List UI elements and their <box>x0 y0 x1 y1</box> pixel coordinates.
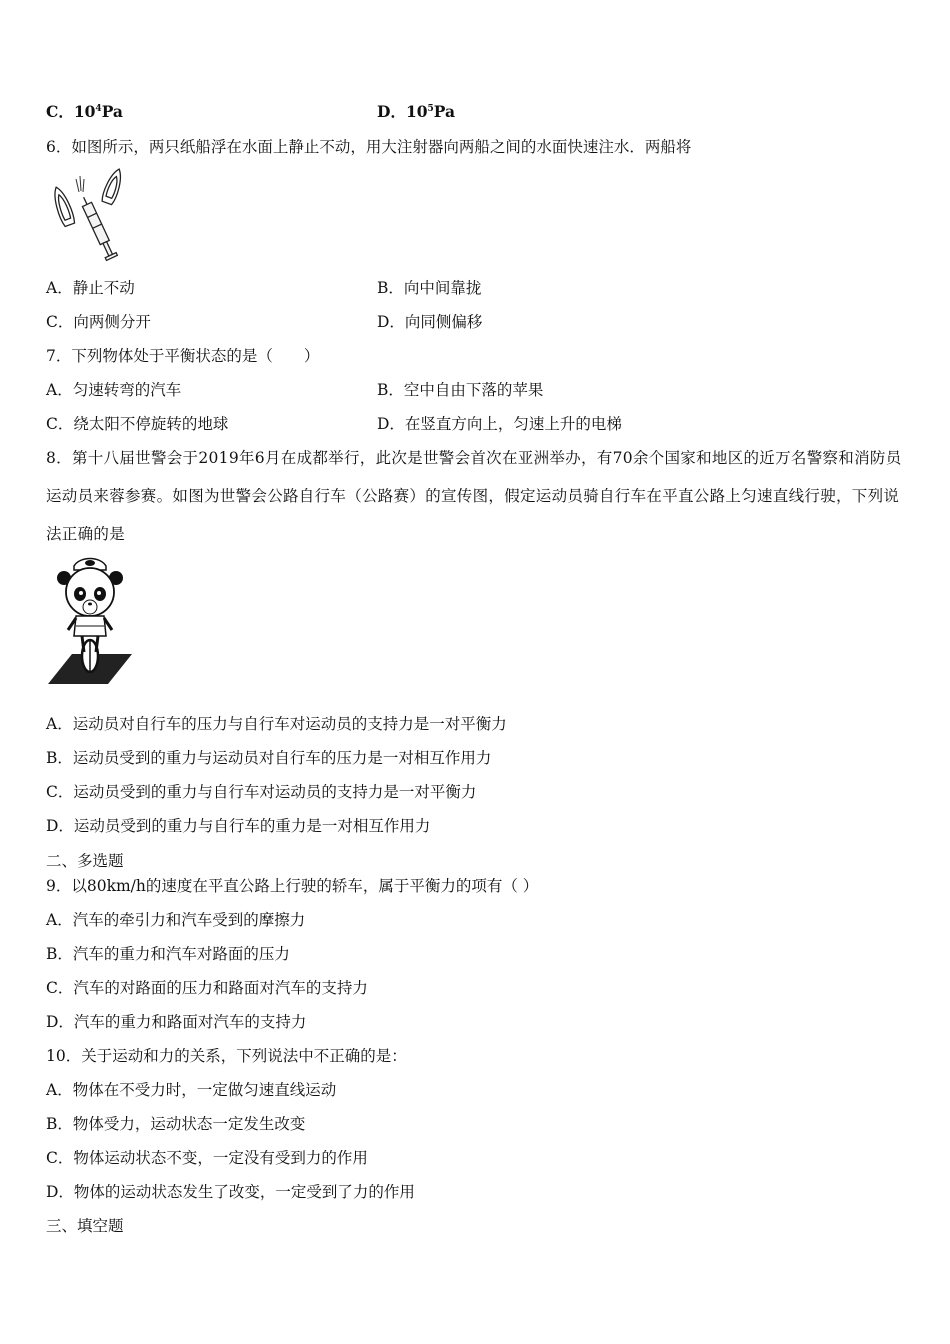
q7-option-d: D．在竖直方向上，匀速上升的电梯 <box>377 415 622 433</box>
q9-option-b: B．汽车的重力和汽车对路面的压力 <box>46 945 290 963</box>
q8-option-c: C．运动员受到的重力与自行车对运动员的支持力是一对平衡力 <box>46 783 477 801</box>
q10-option-a: A．物体在不受力时，一定做匀速直线运动 <box>46 1081 337 1099</box>
q8-figure-panda-cyclist <box>46 556 132 690</box>
q9-stem: 9．以80km/h的速度在平直公路上行驶的轿车，属于平衡力的项有（ ） <box>46 877 539 895</box>
q5-option-d: D．$10^5Pa$ <box>377 102 456 121</box>
q6-option-d: D．向同侧偏移 <box>377 313 483 331</box>
q10-stem: 10．关于运动和力的关系，下列说法中不正确的是： <box>46 1047 407 1065</box>
q7-stem: 7．下列物体处于平衡状态的是（ ） <box>46 347 320 365</box>
q10-option-c: C．物体运动状态不变，一定没有受到力的作用 <box>46 1149 368 1167</box>
q8-option-a: A．运动员对自行车的压力与自行车对运动员的支持力是一对平衡力 <box>46 715 507 733</box>
q7-option-c: C．绕太阳不停旋转的地球 <box>46 415 229 433</box>
section-heading-fill-in: 三、填空题 <box>46 1217 124 1235</box>
q10-option-d: D．物体的运动状态发生了改变，一定受到了力的作用 <box>46 1183 415 1201</box>
q6-figure-boats-syringe <box>46 166 130 270</box>
section-heading-multiple-choice: 二、多选题 <box>46 852 124 870</box>
q6-option-c: C．向两侧分开 <box>46 313 151 331</box>
q6-option-b: B．向中间靠拢 <box>377 279 482 297</box>
q7-option-a: A．匀速转弯的汽车 <box>46 381 182 399</box>
q8-option-b: B．运动员受到的重力与运动员对自行车的压力是一对相互作用力 <box>46 749 492 767</box>
q9-option-a: A．汽车的牵引力和汽车受到的摩擦力 <box>46 911 306 929</box>
q9-option-d: D．汽车的重力和路面对汽车的支持力 <box>46 1013 307 1031</box>
q5-option-c: C．$10^4Pa$ <box>46 102 123 121</box>
q7-option-b: B．空中自由下落的苹果 <box>377 381 544 399</box>
q10-option-b: B．物体受力，运动状态一定发生改变 <box>46 1115 306 1133</box>
q6-option-a: A．静止不动 <box>46 279 135 297</box>
q6-stem: 6．如图所示，两只纸船浮在水面上静止不动，用大注射器向两船之间的水面快速注水．两船将 <box>46 138 692 156</box>
q8-stem: 8．第十八届世警会于2019年6月在成都举行，此次是世警会首次在亚洲举办，有70余个国家和地区的近万名警察和消防员运动员来蓉参赛。如图为世警会公路自行车（公路赛）的宣传图，假定运动员骑自行车在平直公路上匀速直线行驶，下列说法正确的是 <box>46 449 902 543</box>
q9-option-c: C．汽车的对路面的压力和路面对汽车的支持力 <box>46 979 368 997</box>
q8-option-d: D．运动员受到的重力与自行车的重力是一对相互作用力 <box>46 817 431 835</box>
